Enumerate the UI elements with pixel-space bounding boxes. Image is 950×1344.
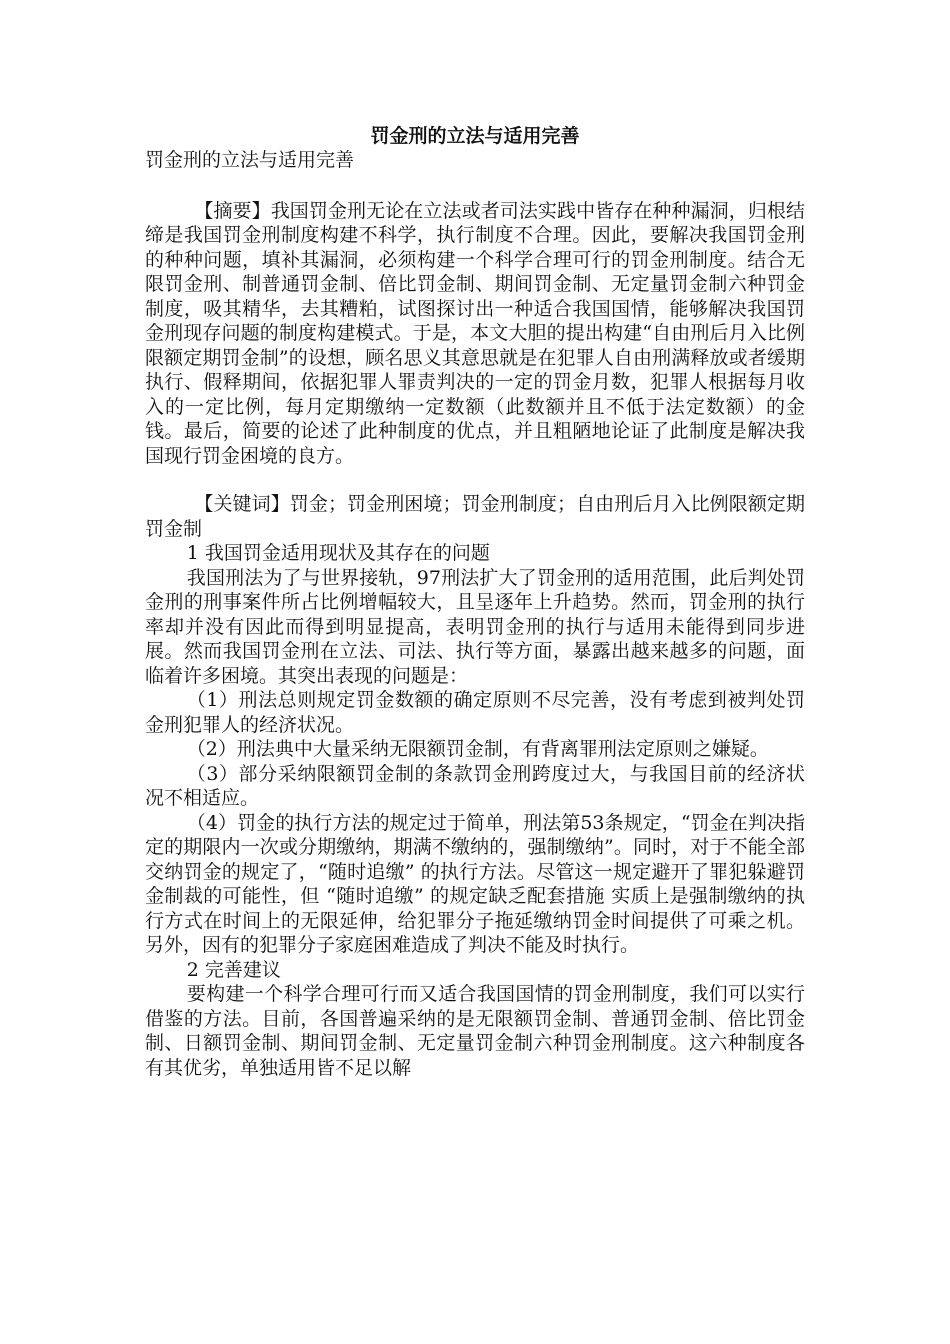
- document-body: [145, 124, 805, 1080]
- issue-item-4: （4）罚金的执行方法的规定过于简单，刑法第53条规定，“罚金在判决指定的期限内一次或分期缴纳，期满不缴纳的，强制缴纳”。同时，对于不能全部交纳罚金的规定了，“随时追缴” 的执行方法。尽管这一规定避开了罪犯躲避罚金制裁的可能性，但 “随时追缴” 的规定缺乏配套措施 实质上是强制缴纳的执行方式在时间上的无限延伸，给犯罪分子拖延缴纳罚金时间提供了可乘之机。另外，因有的犯罪分子家庭困难造成了判决不能及时执行。: [145, 811, 805, 956]
- issue-item-3: （3）部分采纳限额罚金制的条款罚金刑跨度过大，与我国目前的经济状况不相适应。: [145, 762, 805, 809]
- issue-item-2: （2）刑法典中大量采纳无限额罚金制，有背离罪刑法定原则之嫌疑。: [186, 738, 769, 760]
- document-subtitle: 罚金刑的立法与适用完善: [145, 149, 355, 171]
- abstract-paragraph: 【摘要】我国罚金刑无论在立法或者司法实践中皆存在种种漏洞，归根结缔是我国罚金刑制度构建不科学，执行制度不合理。因此，要解决我国罚金刑的种种问题，填补其漏洞，必须构建一个科学合理可行的罚金刑制度。结合无限罚金刑、制普通罚金制、倍比罚金制、期间罚金制、无定量罚金制六种罚金制度，吸其精华，去其糟粕，试图探讨出一种适合我国国情，能够解决我国罚金刑现存问题的制度构建模式。于是，本文大胆的提出构建“自由刑后月入比例限额定期罚金制”的设想，顾名思义其意思就是在犯罪人自由刑满释放或者缓期执行、假释期间，依据犯罪人罪责判决的一定的罚金月数，犯罪人根据每月收入的一定比例，每月定期缴纳一定数额（此数额并且不低于法定数额）的金钱。最后，简要的论述了此种制度的优点，并且粗陋地论证了此制度是解决我国现行罚金困境的良方。: [145, 199, 805, 467]
- section-2-paragraph: 要构建一个科学合理可行而又适合我国国情的罚金刑制度，我们可以实行借鉴的方法。目前，各国普遍采纳的是无限额罚金制、普通罚金制、倍比罚金制、日额罚金制、期间罚金制、无定量罚金制六种罚金刑制度。这六种制度各有其优劣，单独适用皆不足以解: [145, 983, 805, 1079]
- section-1-paragraph: 我国刑法为了与世界接轨，97刑法扩大了罚金刑的适用范围，此后判处罚金刑的刑事案件所占比例增幅较大，且呈逐年上升趋势。然而，罚金刑的执行率却并没有因此而得到明显提高，表明罚金刑的执行与适用未能得到同步进展。然而我国罚金刑在立法、司法、执行等方面，暴露出越来越多的问题，面临着许多困境。其突出表现的问题是：: [145, 566, 805, 687]
- section-2-heading: 2 完善建议: [186, 958, 281, 981]
- document-title: 罚金刑的立法与适用完善: [370, 125, 580, 147]
- section-1-heading: 1 我国罚金适用现状及其存在的问题: [186, 542, 490, 564]
- keywords-paragraph: 【关键词】罚金；罚金刑困境；罚金刑制度；自由刑后月入比例限额定期罚金制: [145, 493, 805, 540]
- issue-item-1: （1）刑法总则规定罚金数额的确定原则不尽完善，没有考虑到被判处罚金刑犯罪人的经济状况。: [145, 689, 805, 736]
